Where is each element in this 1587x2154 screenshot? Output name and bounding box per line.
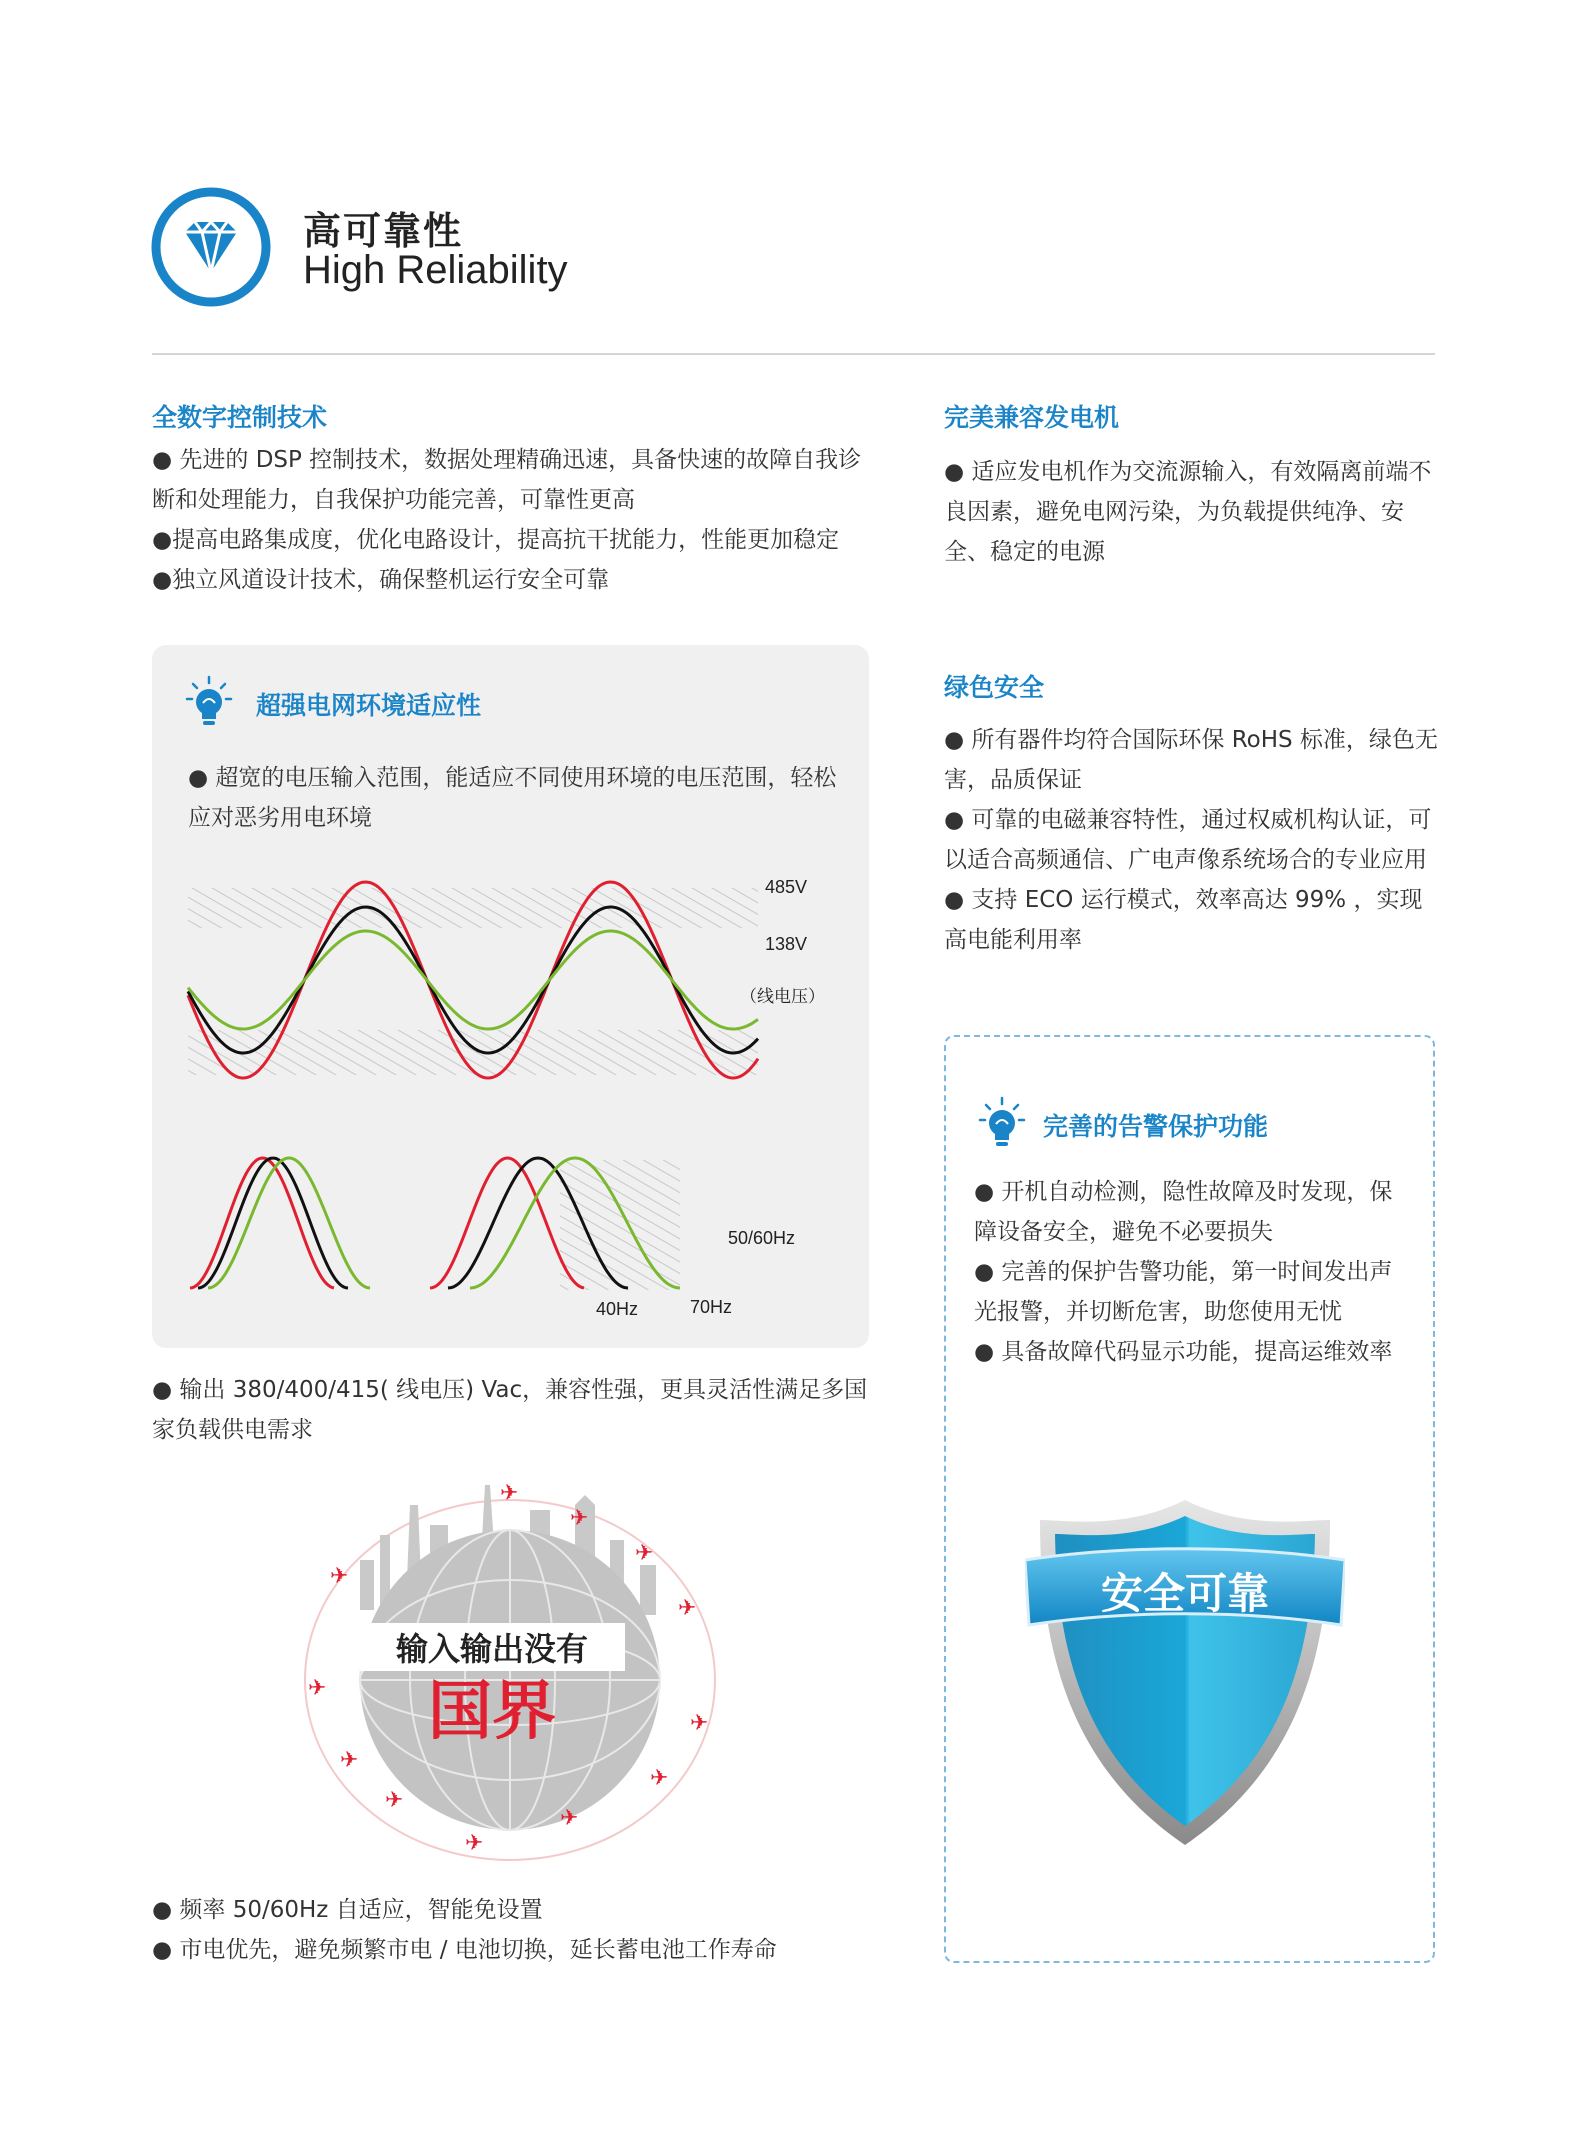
wave-low-voltage [188, 931, 758, 1029]
svg-text:✈: ✈ [385, 1788, 404, 1813]
section-title-green: 绿色安全 [944, 673, 1045, 702]
section-body-frequency [152, 1890, 872, 1970]
label-485v: 485V [765, 877, 808, 897]
label-70hz: 70Hz [690, 1297, 733, 1317]
list-item: ● 超宽的电压输入范围，能适应不同使用环境的电压范围，轻松应对恶劣用电环境 [188, 765, 837, 831]
section-body-alarm [974, 1172, 1414, 1372]
hatch-band-freq [560, 1160, 680, 1290]
svg-text:✈: ✈ [690, 1711, 709, 1736]
globe-caption-line1: 输入输出没有 [395, 1630, 589, 1668]
shield-text: 安全可靠 [1100, 1569, 1270, 1618]
list-item: ● 具备故障代码显示功能，提高运维效率 [974, 1339, 1393, 1365]
list-item: ● 开机自动检测，隐性故障及时发现，保障设备安全，避免不必要损失 [974, 1179, 1393, 1245]
header-divider [152, 353, 1435, 355]
diamond-icon [150, 186, 272, 308]
list-item: ● 频率 50/60Hz 自适应，智能免设置 [152, 1897, 543, 1923]
wave-freq-green-1 [208, 1158, 370, 1288]
list-item: ● 所有器件均符合国际环保 RoHS 标准，绿色无害，品质保证 [944, 727, 1438, 793]
page-title: 高可靠性 [303, 209, 464, 253]
wave-freq-black-1 [198, 1158, 348, 1288]
list-item: ● 支持 ECO 运行模式，效率高达 99% ，实现高电能利用率 [944, 887, 1423, 953]
lightbulb-icon [978, 1096, 1026, 1150]
list-item: ●提高电路集成度，优化电路设计，提高抗干扰能力，性能更加稳定 [152, 527, 840, 553]
svg-text:✈: ✈ [308, 1676, 327, 1701]
svg-text:✈: ✈ [570, 1506, 589, 1531]
shield-icon [1025, 1490, 1345, 1855]
list-item: ● 可靠的电磁兼容特性，通过权威机构认证，可以适合高频通信、广电声像系统场合的专业应用 [944, 807, 1432, 873]
svg-text:✈: ✈ [650, 1766, 669, 1791]
globe-icon [300, 1465, 720, 1865]
svg-text:✈: ✈ [560, 1806, 579, 1831]
section-body-grid-adapt [188, 758, 848, 838]
section-body-output [152, 1370, 872, 1450]
list-item: ● 适应发电机作为交流源输入，有效隔离前端不良因素，避免电网污染，为负载提供纯净、安全、稳定的电源 [944, 459, 1432, 565]
svg-text:✈: ✈ [330, 1564, 349, 1589]
page-subtitle: High Reliability [303, 248, 568, 292]
section-body-generator [944, 452, 1444, 572]
section-title-grid-adapt: 超强电网环境适应性 [256, 691, 482, 720]
label-line-voltage: （线电压） [740, 987, 825, 1007]
hatch-band-top [188, 888, 758, 928]
lightbulb-icon [185, 675, 233, 729]
label-40hz: 40Hz [596, 1299, 639, 1319]
label-50-60hz: 50/60Hz [728, 1228, 796, 1248]
waveform-diagram [180, 870, 860, 1320]
wave-freq-red-1 [190, 1158, 334, 1288]
globe-caption-line2: 国界 [428, 1675, 556, 1749]
section-title-digital-control: 全数字控制技术 [152, 403, 328, 432]
svg-text:✈: ✈ [678, 1596, 697, 1621]
svg-text:✈: ✈ [635, 1541, 654, 1566]
section-body-green [944, 720, 1444, 960]
list-item: ● 市电优先，避免频繁市电 / 电池切换，延长蓄电池工作寿命 [152, 1937, 777, 1963]
section-title-generator: 完美兼容发电机 [944, 403, 1120, 432]
svg-text:✈: ✈ [500, 1481, 519, 1506]
list-item: ● 先进的 DSP 控制技术，数据处理精确迅速，具备快速的故障自我诊断和处理能力，自我保护功能完善，可靠性更高 [152, 447, 862, 513]
list-item: ●独立风道设计技术，确保整机运行安全可靠 [152, 567, 610, 593]
svg-text:✈: ✈ [465, 1831, 484, 1856]
list-item: ● 完善的保护告警功能，第一时间发出声光报警，并切断危害，助您使用无忧 [974, 1259, 1393, 1325]
section-body-digital-control [152, 440, 872, 600]
label-138v: 138V [765, 934, 808, 954]
list-item: ● 输出 380/400/415( 线电压) Vac，兼容性强，更具灵活性满足多国家负载供电需求 [152, 1377, 868, 1443]
svg-text:✈: ✈ [340, 1748, 359, 1773]
section-title-alarm: 完善的告警保护功能 [1043, 1112, 1269, 1141]
